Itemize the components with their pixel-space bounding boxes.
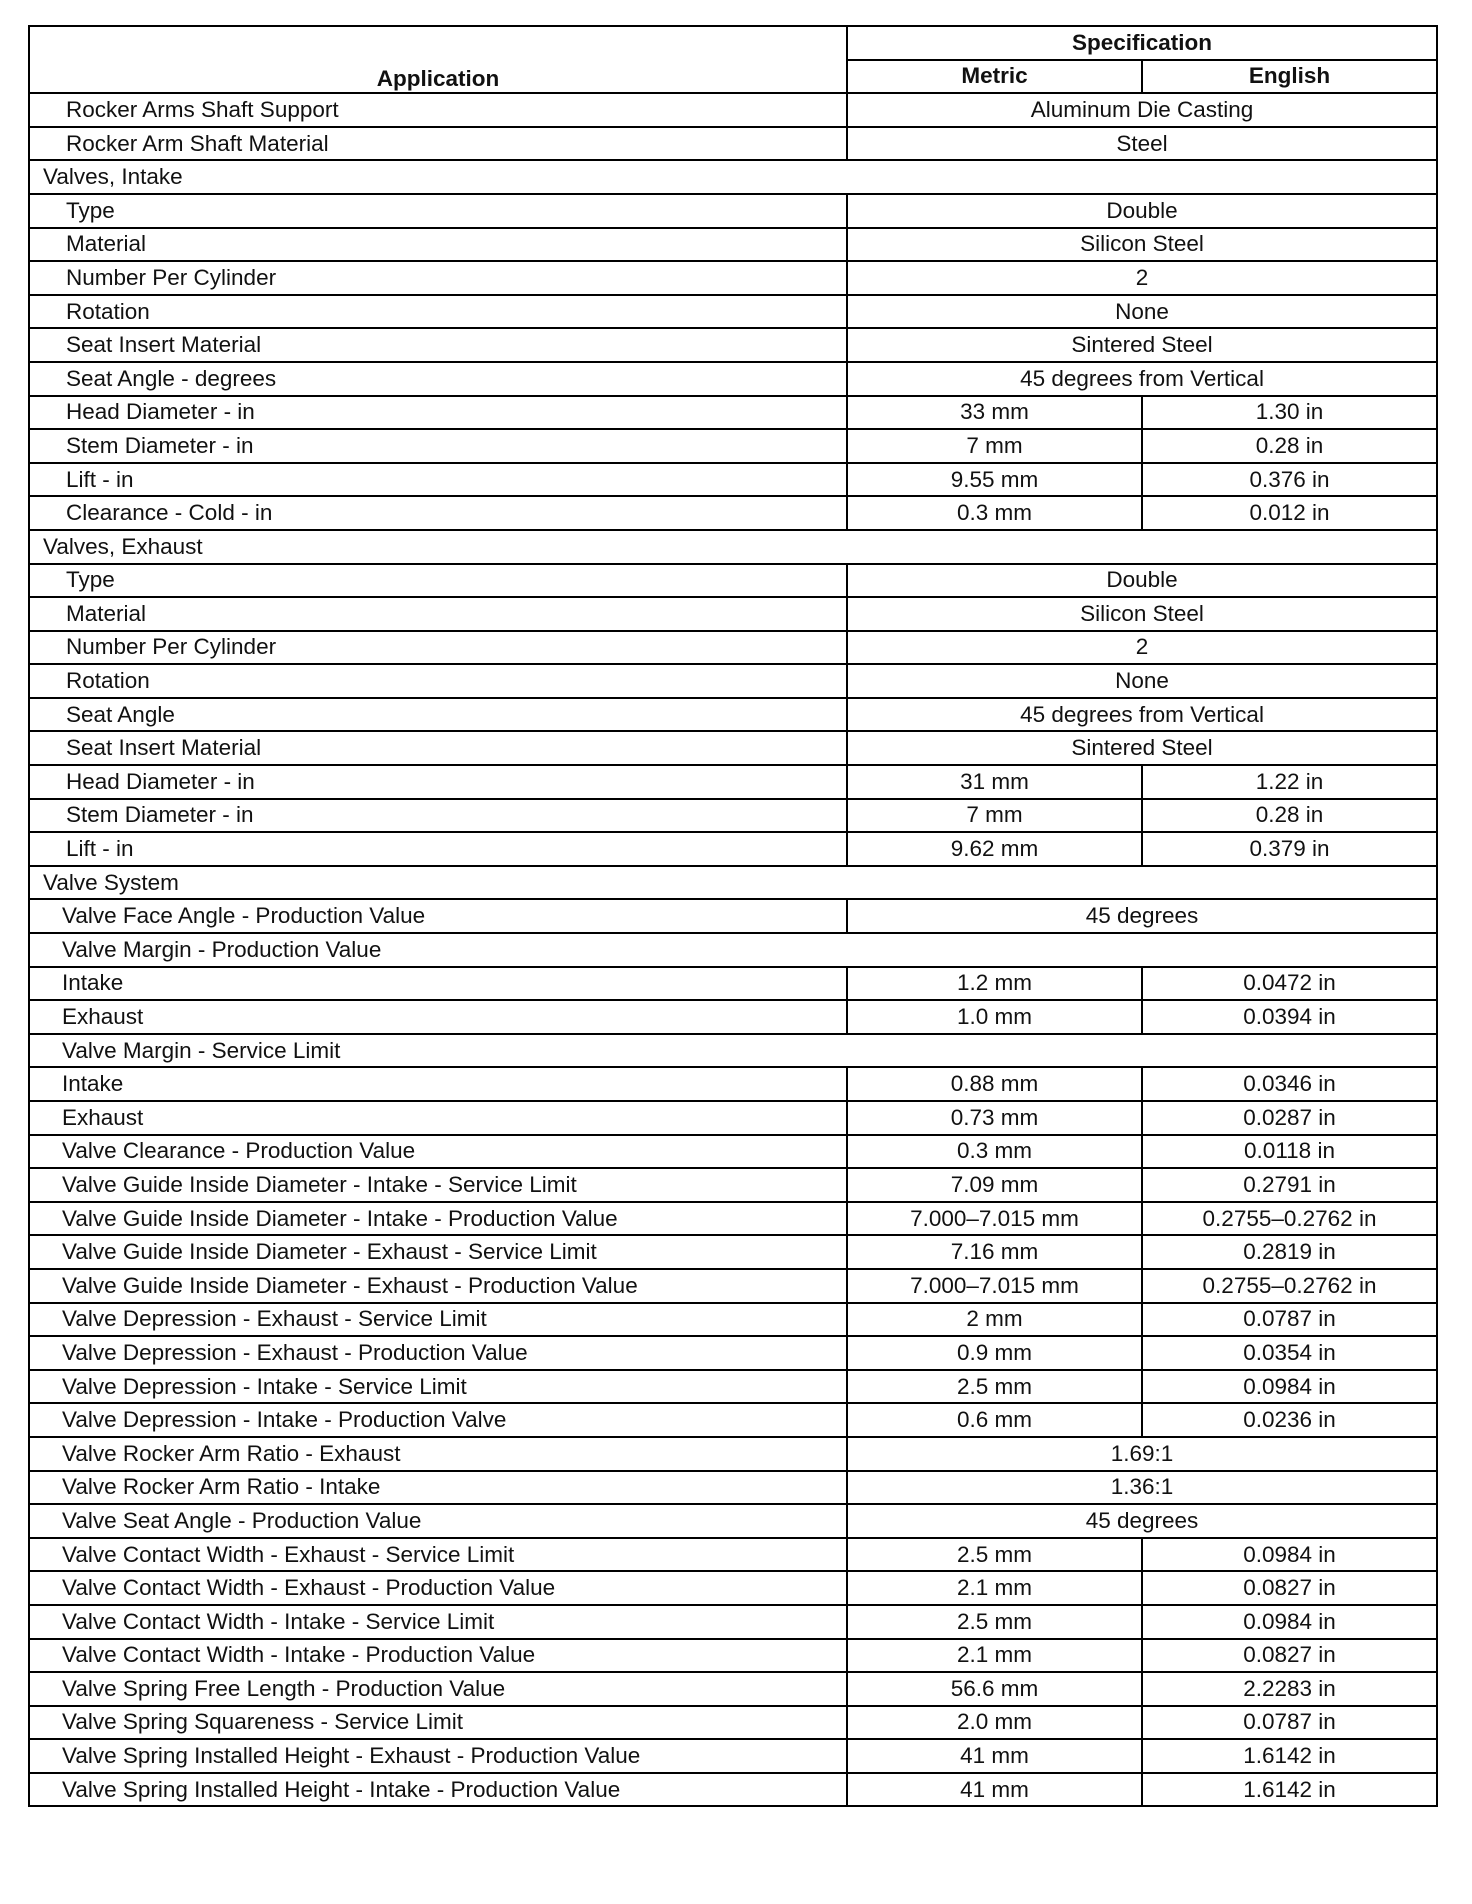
table-row bbox=[29, 261, 1437, 295]
application-cell: Stem Diameter - in bbox=[29, 799, 847, 833]
english-value: 0.0472 in bbox=[1142, 967, 1437, 1001]
table-row bbox=[29, 1504, 1437, 1538]
application-cell: Valve Contact Width - Exhaust - Production Value bbox=[29, 1571, 847, 1605]
application-cell: Lift - in bbox=[29, 832, 847, 866]
table-row bbox=[29, 1202, 1437, 1236]
english-value: 0.0787 in bbox=[1142, 1706, 1437, 1740]
section-heading: Valves, Exhaust bbox=[29, 530, 1437, 564]
english-value: 0.28 in bbox=[1142, 429, 1437, 463]
table-row bbox=[29, 396, 1437, 430]
table-row bbox=[29, 1303, 1437, 1337]
table-row bbox=[29, 194, 1437, 228]
subsection-heading: Valve Margin - Service Limit bbox=[29, 1034, 1437, 1068]
table-row bbox=[29, 362, 1437, 396]
table-row bbox=[29, 664, 1437, 698]
specification-value: 2 bbox=[847, 631, 1437, 665]
specification-value: None bbox=[847, 664, 1437, 698]
table-row bbox=[29, 93, 1437, 127]
metric-value: 2.1 mm bbox=[847, 1571, 1142, 1605]
application-cell: Seat Insert Material bbox=[29, 328, 847, 362]
english-value: 0.2755–0.2762 in bbox=[1142, 1202, 1437, 1236]
table-row bbox=[29, 1101, 1437, 1135]
application-cell: Stem Diameter - in bbox=[29, 429, 847, 463]
english-value: 0.379 in bbox=[1142, 832, 1437, 866]
application-cell: Clearance - Cold - in bbox=[29, 496, 847, 530]
metric-value: 9.55 mm bbox=[847, 463, 1142, 497]
table-row bbox=[29, 933, 1437, 967]
application-cell: Rocker Arm Shaft Material bbox=[29, 127, 847, 161]
table-row bbox=[29, 1538, 1437, 1572]
table-row bbox=[29, 160, 1437, 194]
table-row bbox=[29, 1773, 1437, 1807]
application-cell: Exhaust bbox=[29, 1000, 847, 1034]
application-cell: Lift - in bbox=[29, 463, 847, 497]
table-row bbox=[29, 1235, 1437, 1269]
header-row bbox=[29, 26, 1437, 60]
application-header: Application bbox=[29, 26, 847, 93]
english-value: 0.2819 in bbox=[1142, 1235, 1437, 1269]
table-row bbox=[29, 530, 1437, 564]
english-value: 0.0827 in bbox=[1142, 1571, 1437, 1605]
application-cell: Number Per Cylinder bbox=[29, 261, 847, 295]
specification-value: 45 degrees bbox=[847, 1504, 1437, 1538]
english-header: English bbox=[1142, 60, 1437, 94]
metric-value: 2.0 mm bbox=[847, 1706, 1142, 1740]
table-row bbox=[29, 1403, 1437, 1437]
table-row bbox=[29, 228, 1437, 262]
application-cell: Valve Spring Squareness - Service Limit bbox=[29, 1706, 847, 1740]
table-row bbox=[29, 1269, 1437, 1303]
application-cell: Valve Clearance - Production Value bbox=[29, 1135, 847, 1169]
application-cell: Exhaust bbox=[29, 1101, 847, 1135]
table-row bbox=[29, 597, 1437, 631]
table-row bbox=[29, 1605, 1437, 1639]
table-row bbox=[29, 1706, 1437, 1740]
specification-table bbox=[28, 25, 1438, 1807]
table-body bbox=[29, 93, 1437, 1806]
metric-value: 33 mm bbox=[847, 396, 1142, 430]
specification-value: Sintered Steel bbox=[847, 731, 1437, 765]
table-row bbox=[29, 765, 1437, 799]
specification-value: 2 bbox=[847, 261, 1437, 295]
table-row bbox=[29, 899, 1437, 933]
metric-value: 1.0 mm bbox=[847, 1000, 1142, 1034]
metric-value: 9.62 mm bbox=[847, 832, 1142, 866]
application-cell: Valve Depression - Exhaust - Service Limit bbox=[29, 1303, 847, 1337]
application-cell: Valve Spring Installed Height - Exhaust - Production Value bbox=[29, 1739, 847, 1773]
specification-value: Steel bbox=[847, 127, 1437, 161]
metric-value: 0.88 mm bbox=[847, 1067, 1142, 1101]
table-row bbox=[29, 631, 1437, 665]
application-cell: Head Diameter - in bbox=[29, 396, 847, 430]
metric-value: 0.3 mm bbox=[847, 1135, 1142, 1169]
english-value: 0.0118 in bbox=[1142, 1135, 1437, 1169]
metric-value: 7.16 mm bbox=[847, 1235, 1142, 1269]
metric-value: 0.73 mm bbox=[847, 1101, 1142, 1135]
application-cell: Seat Insert Material bbox=[29, 731, 847, 765]
application-cell: Seat Angle bbox=[29, 698, 847, 732]
english-value: 0.0346 in bbox=[1142, 1067, 1437, 1101]
application-cell: Valve Seat Angle - Production Value bbox=[29, 1504, 847, 1538]
application-cell: Number Per Cylinder bbox=[29, 631, 847, 665]
metric-value: 7.000–7.015 mm bbox=[847, 1202, 1142, 1236]
english-value: 0.376 in bbox=[1142, 463, 1437, 497]
specification-value: 45 degrees bbox=[847, 899, 1437, 933]
metric-value: 0.6 mm bbox=[847, 1403, 1142, 1437]
table-row bbox=[29, 1672, 1437, 1706]
table-row bbox=[29, 328, 1437, 362]
specification-value: 1.69:1 bbox=[847, 1437, 1437, 1471]
english-value: 0.0984 in bbox=[1142, 1538, 1437, 1572]
english-value: 0.28 in bbox=[1142, 799, 1437, 833]
application-cell: Seat Angle - degrees bbox=[29, 362, 847, 396]
specification-value: 1.36:1 bbox=[847, 1471, 1437, 1505]
metric-value: 41 mm bbox=[847, 1739, 1142, 1773]
english-value: 0.0394 in bbox=[1142, 1000, 1437, 1034]
table-row bbox=[29, 1168, 1437, 1202]
application-cell: Intake bbox=[29, 1067, 847, 1101]
english-value: 1.6142 in bbox=[1142, 1773, 1437, 1807]
application-cell: Valve Spring Free Length - Production Value bbox=[29, 1672, 847, 1706]
specification-value: Double bbox=[847, 194, 1437, 228]
application-cell: Valve Face Angle - Production Value bbox=[29, 899, 847, 933]
english-value: 2.2283 in bbox=[1142, 1672, 1437, 1706]
table-row bbox=[29, 1571, 1437, 1605]
metric-value: 56.6 mm bbox=[847, 1672, 1142, 1706]
english-value: 0.0787 in bbox=[1142, 1303, 1437, 1337]
table-row bbox=[29, 1000, 1437, 1034]
metric-value: 2.5 mm bbox=[847, 1605, 1142, 1639]
metric-value: 2 mm bbox=[847, 1303, 1142, 1337]
metric-value: 31 mm bbox=[847, 765, 1142, 799]
metric-value: 0.9 mm bbox=[847, 1336, 1142, 1370]
table-row bbox=[29, 1739, 1437, 1773]
application-cell: Valve Depression - Exhaust - Production Value bbox=[29, 1336, 847, 1370]
english-value: 0.2791 in bbox=[1142, 1168, 1437, 1202]
application-cell: Rotation bbox=[29, 295, 847, 329]
application-cell: Valve Depression - Intake - Production Valve bbox=[29, 1403, 847, 1437]
metric-value: 7.000–7.015 mm bbox=[847, 1269, 1142, 1303]
table-row bbox=[29, 564, 1437, 598]
application-cell: Valve Spring Installed Height - Intake - Production Value bbox=[29, 1773, 847, 1807]
table-row bbox=[29, 1135, 1437, 1169]
table-row bbox=[29, 1370, 1437, 1404]
english-value: 0.0354 in bbox=[1142, 1336, 1437, 1370]
specification-value: Sintered Steel bbox=[847, 328, 1437, 362]
application-cell: Head Diameter - in bbox=[29, 765, 847, 799]
specification-value: None bbox=[847, 295, 1437, 329]
table-row bbox=[29, 832, 1437, 866]
english-value: 0.0984 in bbox=[1142, 1605, 1437, 1639]
application-cell: Intake bbox=[29, 967, 847, 1001]
table-row bbox=[29, 1034, 1437, 1068]
english-value: 0.0984 in bbox=[1142, 1370, 1437, 1404]
specification-value: 45 degrees from Vertical bbox=[847, 698, 1437, 732]
application-cell: Valve Guide Inside Diameter - Intake - Service Limit bbox=[29, 1168, 847, 1202]
table-row bbox=[29, 1437, 1437, 1471]
table-row bbox=[29, 698, 1437, 732]
table-row bbox=[29, 1471, 1437, 1505]
subsection-heading: Valve Margin - Production Value bbox=[29, 933, 1437, 967]
application-cell: Valve Depression - Intake - Service Limit bbox=[29, 1370, 847, 1404]
specification-value: Double bbox=[847, 564, 1437, 598]
section-heading: Valves, Intake bbox=[29, 160, 1437, 194]
application-cell: Material bbox=[29, 597, 847, 631]
table-row bbox=[29, 1639, 1437, 1673]
metric-value: 7.09 mm bbox=[847, 1168, 1142, 1202]
table-row bbox=[29, 496, 1437, 530]
table-row bbox=[29, 967, 1437, 1001]
application-cell: Valve Contact Width - Exhaust - Service Limit bbox=[29, 1538, 847, 1572]
metric-value: 7 mm bbox=[847, 429, 1142, 463]
english-value: 0.0827 in bbox=[1142, 1639, 1437, 1673]
application-cell: Valve Guide Inside Diameter - Exhaust - Production Value bbox=[29, 1269, 847, 1303]
english-value: 0.0236 in bbox=[1142, 1403, 1437, 1437]
application-cell: Valve Rocker Arm Ratio - Intake bbox=[29, 1471, 847, 1505]
english-value: 1.6142 in bbox=[1142, 1739, 1437, 1773]
application-cell: Type bbox=[29, 194, 847, 228]
specification-header: Specification bbox=[847, 26, 1437, 60]
section-heading: Valve System bbox=[29, 866, 1437, 900]
table-row bbox=[29, 127, 1437, 161]
metric-header: Metric bbox=[847, 60, 1142, 94]
application-cell: Valve Contact Width - Intake - Service Limit bbox=[29, 1605, 847, 1639]
application-cell: Material bbox=[29, 228, 847, 262]
table-row bbox=[29, 1336, 1437, 1370]
metric-value: 7 mm bbox=[847, 799, 1142, 833]
metric-value: 1.2 mm bbox=[847, 967, 1142, 1001]
english-value: 0.0287 in bbox=[1142, 1101, 1437, 1135]
english-value: 0.012 in bbox=[1142, 496, 1437, 530]
metric-value: 2.5 mm bbox=[847, 1538, 1142, 1572]
application-cell: Valve Contact Width - Intake - Production Value bbox=[29, 1639, 847, 1673]
specification-value: Aluminum Die Casting bbox=[847, 93, 1437, 127]
specification-value: 45 degrees from Vertical bbox=[847, 362, 1437, 396]
application-cell: Valve Guide Inside Diameter - Intake - Production Value bbox=[29, 1202, 847, 1236]
table-row bbox=[29, 463, 1437, 497]
table-row bbox=[29, 799, 1437, 833]
metric-value: 2.1 mm bbox=[847, 1639, 1142, 1673]
application-cell: Valve Rocker Arm Ratio - Exhaust bbox=[29, 1437, 847, 1471]
application-cell: Rotation bbox=[29, 664, 847, 698]
table-row bbox=[29, 295, 1437, 329]
application-cell: Rocker Arms Shaft Support bbox=[29, 93, 847, 127]
english-value: 1.30 in bbox=[1142, 396, 1437, 430]
metric-value: 2.5 mm bbox=[847, 1370, 1142, 1404]
metric-value: 41 mm bbox=[847, 1773, 1142, 1807]
specification-value: Silicon Steel bbox=[847, 228, 1437, 262]
application-cell: Type bbox=[29, 564, 847, 598]
english-value: 0.2755–0.2762 in bbox=[1142, 1269, 1437, 1303]
english-value: 1.22 in bbox=[1142, 765, 1437, 799]
table-row bbox=[29, 866, 1437, 900]
metric-value: 0.3 mm bbox=[847, 496, 1142, 530]
table-row bbox=[29, 1067, 1437, 1101]
table-row bbox=[29, 429, 1437, 463]
application-cell: Valve Guide Inside Diameter - Exhaust - Service Limit bbox=[29, 1235, 847, 1269]
table-row bbox=[29, 731, 1437, 765]
specification-value: Silicon Steel bbox=[847, 597, 1437, 631]
